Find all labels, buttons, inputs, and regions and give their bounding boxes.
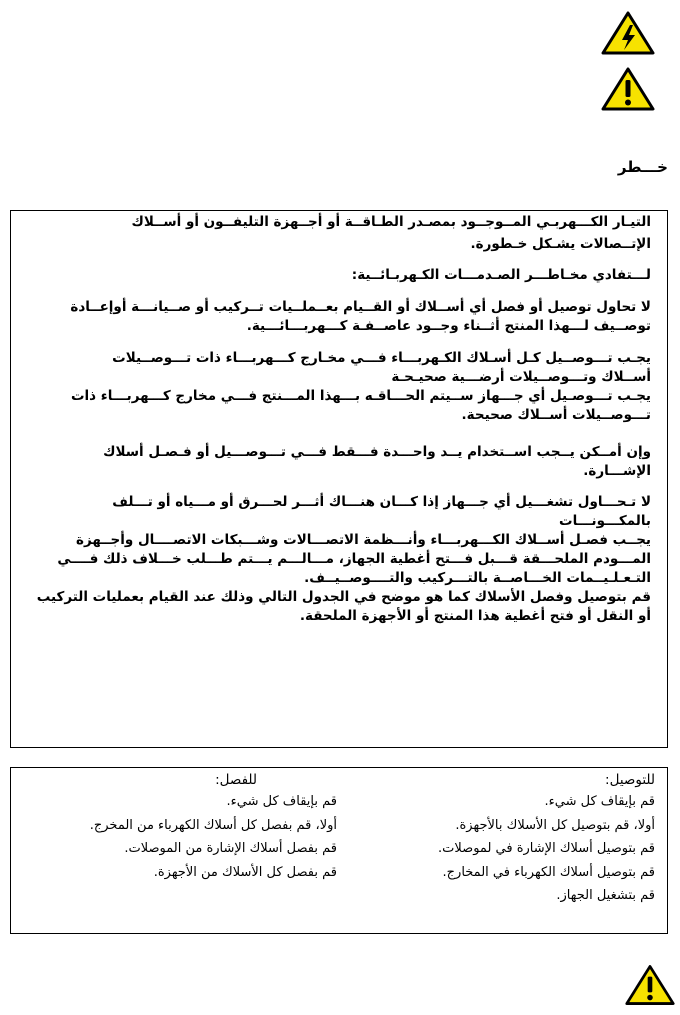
connect-header: للتوصيل: [605,772,655,788]
connect-step: قم بتشغيل الجهاز. [556,888,655,903]
notice-line: لا تحاول توصيل أو فصل أي أســلاك أو القــيام بعــملــيات تــركيب أو صــيانـــة أوإعــادة [70,299,651,315]
disconnect-step: أولا، قم بفصل كل أسلاك الكهرباء من المخرج. [89,817,337,833]
danger-notice-box [10,210,668,748]
notice-line: الإتــصالات يشـكل خـطورة. [470,236,651,252]
notice-line: أســلاك وتـــوصــيلات أرضـــية صحيـحـة [391,369,651,385]
notice-line: التيـار الكـــهربـي المــوجــود بمصـدر الطـاقــة أو أجــهزة التليفــون أو أســلاك [131,214,651,230]
notice-line: وإن أمــكن يــجب اســتخدام يــد واحـــدة فـــقط فـــي تـــوصـــيل أو فـصـل أسلاك [103,444,651,460]
notice-line: التـعـلـيــمات الخـــاصــة بالتـــركيب والتــــوصــيــف. [304,570,651,586]
notice-line: المـــودم الملحـــقة قـــبل فـــتح أغطية الجهاز، مـــالـــم يـــتم طـــلب خـــلاف ذلك فــــي [57,551,651,567]
exclamation-warning-icon [624,963,676,1007]
disconnect-header: للفصل: [215,772,257,788]
danger-heading: خـــطر [617,158,668,176]
notice-line: يجـب تـــوصــيل كـل أسـلاك الكـهربـــاء فـــي مخـارج كـــهربـــاء ذات تـــوصــيلات [112,350,651,366]
connect-step: أولا، قم بتوصيل كل الأسلاك بالأجهزة. [455,817,655,833]
notice-line: تـــوصــيلات أســلاك صحيحة. [461,407,651,423]
disconnect-step: قم بفصل أسلاك الإشارة من الموصلات. [124,841,337,856]
connect-column [355,772,655,908]
notice-line: بالمكـــونـــات [559,513,651,529]
disconnect-column [17,772,337,884]
lightning-warning-icon [600,10,656,56]
notice-line: قم بتوصيل وفصل الأسلاك كما هو موضح في الجدول التالي وذلك عند القيام بعمليات التركيب [36,589,651,605]
notice-line: يجـب تـــوصـيل أي جـــهاز ســيتم الحـــاقـه بـــهذا المـــنتج فـــي مخارج كـــهربـــاء ذات [70,388,651,404]
notice-line: يجــب فصـل أســلاك الكـــهربـــاء وأنـــظمة الاتصـــالات وشـــبكات الاتصــــال وأجــهزة [75,532,651,548]
notice-line: الإشـــارة. [583,463,651,479]
connect-step: قم بتوصيل أسلاك الكهرباء في المخارج. [442,864,655,880]
procedure-table [10,767,668,934]
disconnect-step: قم بإيقاف كل شيء. [226,794,337,809]
connect-step: قم بتوصيل أسلاك الإشارة في لموصلات. [438,841,655,856]
notice-line: لـــتفادي مخـاطـــر الصـدمـــات الكـهربـائــية: [351,267,651,283]
exclamation-warning-icon [600,66,656,112]
notice-line: توصــيف لـــهذا المنتج أثــناء وجــود عاصــفـة كـــهربـــائـــية. [246,318,651,334]
connect-step: قم بإيقاف كل شيء. [544,794,655,809]
disconnect-step: قم بفصل كل الأسلاك من الأجهزة. [153,864,337,880]
notice-line: أو النقل أو فتح أغطية هذا المنتج أو الأجهزة الملحقة. [299,608,651,624]
notice-line: لا تـحـــاول تشغـــيل أي جـــهاز إذا كـــان هنـــاك أثـــر لحـــرق أو مـــياه أو تـــلف [112,494,651,510]
